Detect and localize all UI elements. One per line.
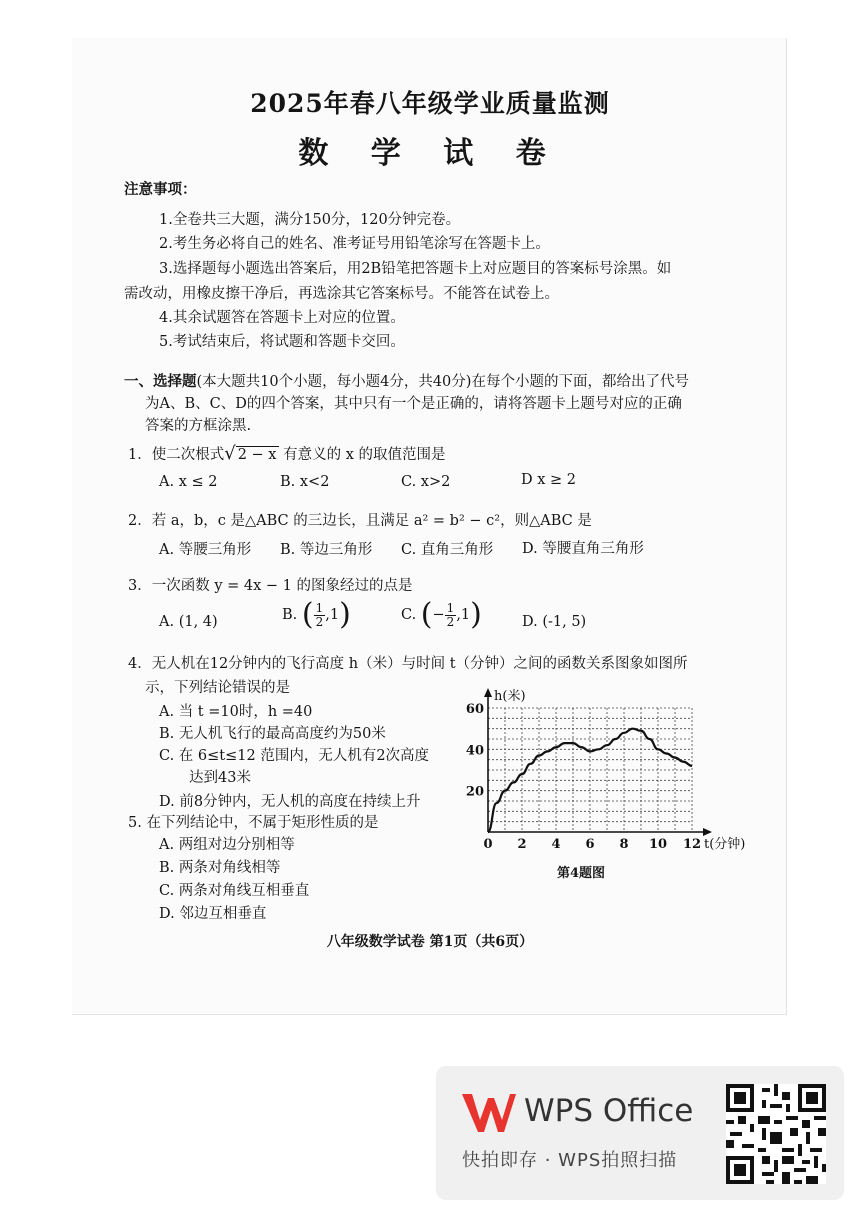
section1-label: 一、选择题	[124, 373, 197, 390]
q4-option-d: D. 前8分钟内，无人机的高度在持续上升	[159, 794, 421, 810]
q1-option-b: B. x<2	[280, 474, 330, 490]
x-tick-label: 12	[682, 837, 702, 850]
point-y: ,1	[325, 607, 340, 623]
y-tick-label: 40	[465, 743, 484, 759]
fraction-numerator: 1	[446, 600, 455, 615]
q2-stem: 2．若 a，b，c 是△ABC 的三边长，且满足 a² = b² − c²，则△ABC 是	[128, 513, 592, 529]
q1-post: 有意义的 x 的取值范围是	[283, 447, 446, 463]
q3-option-c	[401, 597, 482, 632]
q5-option-a: A. 两组对边分别相等	[159, 837, 295, 853]
fraction-denominator: 2	[315, 614, 324, 629]
paren-open: (	[420, 597, 433, 632]
wps-tagline: 快拍即存 · WPS拍照扫描	[462, 1150, 678, 1171]
wps-brand: WPS Office	[524, 1093, 694, 1129]
note-item-4: 4.其余试题答在答题卡上对应的位置。	[159, 310, 405, 326]
q1-option-d: D x ≥ 2	[521, 472, 577, 488]
x-tick-label: 8	[619, 837, 629, 850]
point-y: ,1	[456, 607, 471, 623]
exam-title: 2025年春八年级学业质量监测	[250, 89, 610, 118]
q3-option-b	[282, 597, 351, 632]
q4-option-c-cont: 达到43米	[189, 770, 251, 786]
y-tick-label: 60	[465, 702, 484, 717]
q5-option-b: B. 两条对角线相等	[159, 860, 281, 876]
note-item-3: 3.选择题每小题选出答案后，用2B铅笔把答题卡上对应题目的答案标号涂黑。如	[159, 261, 672, 277]
wps-watermark	[436, 1066, 844, 1200]
fraction	[314, 602, 326, 629]
q4-option-c: C. 在 6≤t≤12 范围内，无人机有2次高度	[159, 748, 430, 764]
q1-option-a: A. x ≤ 2	[159, 474, 218, 490]
q2-option-c: C. 直角三角形	[401, 542, 494, 558]
y-tick-label: 20	[465, 784, 484, 800]
paren-close: )	[470, 597, 482, 632]
height-time-chart	[460, 680, 750, 850]
q1-pre: 1．使二次根式	[128, 447, 225, 463]
q2-option-d: D. 等腰直角三角形	[522, 541, 644, 557]
x-tick-label: 10	[648, 837, 668, 850]
sqrt-sign: √	[224, 443, 236, 464]
q5-option-c: C. 两条对角线互相垂直	[159, 883, 310, 899]
x-tick-label: 4	[551, 837, 561, 850]
y-axis-label: h(米)	[494, 689, 526, 704]
section1-text-1: (本大题共10个小题，每小题4分，共40分)在每个小题的下面，都给出了代号	[196, 374, 689, 390]
fraction-numerator: 1	[315, 600, 324, 615]
x-tick-label: 0	[483, 837, 493, 850]
x-tick-label: 2	[517, 837, 527, 850]
q3-stem: 3．一次函数 y = 4x − 1 的图象经过的点是	[128, 578, 413, 594]
note-item-5: 5.考试结束后，将试题和答题卡交回。	[159, 334, 405, 350]
q1-stem	[128, 443, 446, 464]
section1-line1	[124, 370, 689, 391]
q5-option-d: D. 邻边互相垂直	[159, 906, 267, 922]
q3-option-c-label: C.	[401, 607, 417, 623]
section1-line2: 为A、B、C、D的四个答案，其中只有一个是正确的，请将答题卡上题号对应的正确	[145, 396, 682, 412]
q4-option-a: A. 当 t =10时，h =40	[159, 704, 313, 720]
fraction-denominator: 2	[446, 614, 455, 629]
y-axis-arrow-icon	[484, 688, 492, 697]
note-item-2: 2.考生务必将自己的姓名、准考证号用铅笔涂写在答题卡上。	[159, 236, 550, 252]
x-axis-arrow-icon	[703, 828, 712, 836]
figure-caption: 第4题图	[557, 866, 606, 881]
x-tick-label: 6	[585, 837, 595, 850]
q3-option-d: D. (-1, 5)	[522, 614, 587, 630]
qr-code-icon	[726, 1084, 826, 1184]
fraction	[445, 602, 457, 629]
paren-open: (	[301, 597, 314, 632]
paren-close: )	[339, 597, 351, 632]
q1-option-c: C. x>2	[401, 474, 451, 490]
q1-radicand: 2 − x	[237, 447, 277, 463]
q4-line2: 示，下列结论错误的是	[145, 680, 290, 696]
q2-option-a: A. 等腰三角形	[159, 542, 252, 558]
q5-stem: 5. 在下列结论中，不属于矩形性质的是	[128, 815, 379, 831]
note-item-3-cont: 需改动，用橡皮擦干净后，再选涂其它答案标号。不能答在试卷上。	[124, 286, 559, 302]
minus-sign: −	[432, 607, 445, 623]
q3-option-a: A. (1, 4)	[159, 614, 218, 630]
notes-heading: 注意事项：	[124, 181, 197, 198]
q4-option-b: B. 无人机飞行的最高高度约为50米	[159, 726, 386, 742]
q4-line1: 4．无人机在12分钟内的飞行高度 h（米）与时间 t（分钟）之间的函数关系图象如图所	[128, 656, 688, 672]
section1-line3: 答案的方框涂黑.	[145, 418, 252, 434]
page-footer: 八年级数学试卷 第1页（共6页）	[326, 934, 534, 950]
q2-option-b: B. 等边三角形	[280, 542, 373, 558]
exam-subtitle: 数 学 试 卷	[298, 136, 562, 171]
q3-option-b-label: B.	[282, 607, 298, 623]
x-axis-label: t(分钟)	[704, 837, 746, 850]
wps-logo-icon	[460, 1090, 516, 1134]
note-item-1: 1.全卷共三大题，满分150分，120分钟完卷。	[159, 212, 461, 228]
